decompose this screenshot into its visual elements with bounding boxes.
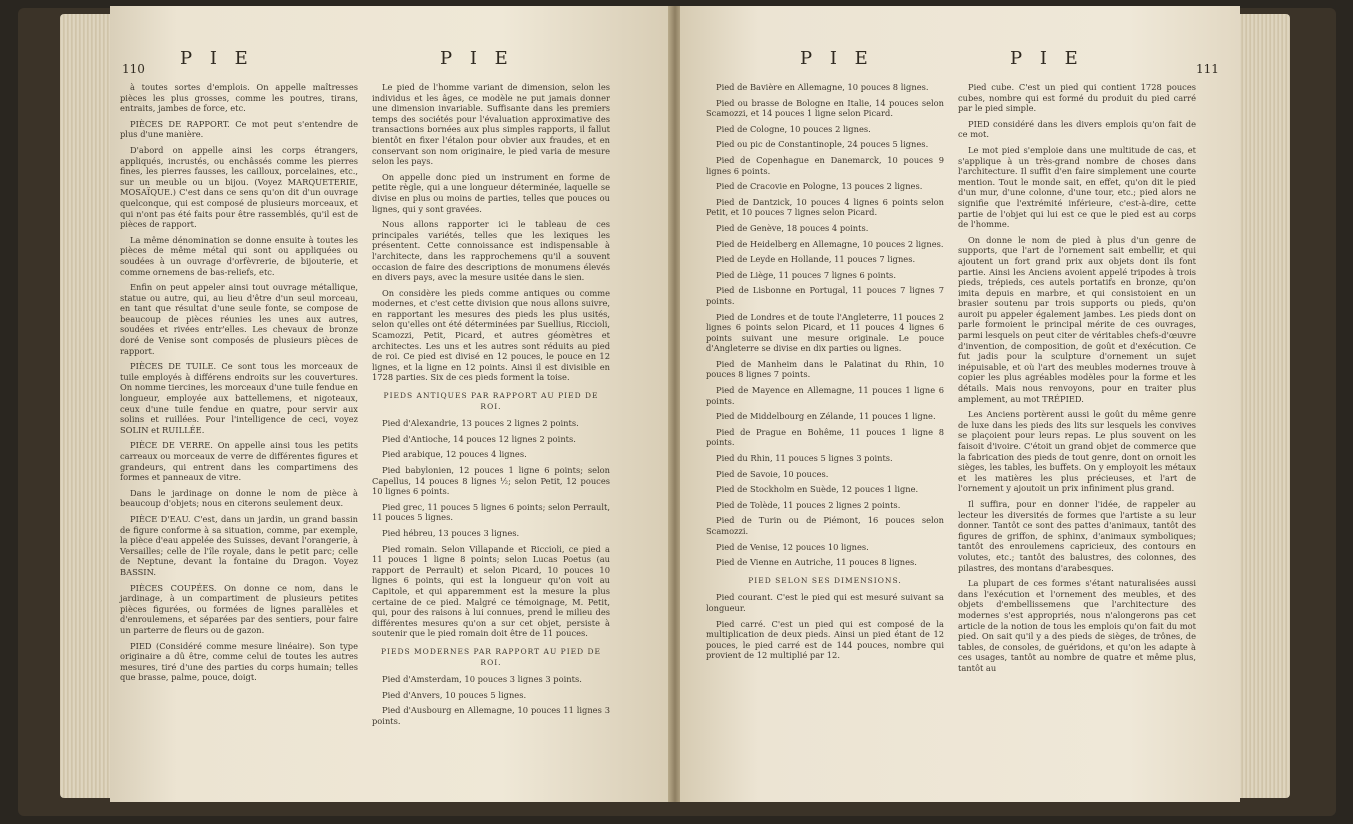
paragraph: Pied de Mayence en Allemagne, 11 pouces 1 ligne 6 points. bbox=[706, 385, 944, 406]
paragraph: Pied d'Anvers, 10 pouces 5 lignes. bbox=[382, 689, 527, 700]
paragraph: Pied de Vienne en Autriche, 11 pouces 8 lignes. bbox=[716, 557, 917, 568]
paragraph: PIEDS MODERNES PAR RAPPORT AU PIED DE ROI. bbox=[380, 646, 602, 667]
right-page bbox=[680, 6, 1240, 802]
running-head: P I E bbox=[1010, 48, 1084, 69]
paragraph: Pied de Cologne, 10 pouces 2 lignes. bbox=[716, 123, 871, 134]
paragraph: Enfin on peut appeler ainsi tout ouvrage métallique, statue ou autre, qui, au lieu d'être d'un seul morceau, en tant que résultat d'une seule fonte, se compose de beaucoup de pièces réunies les unes aux autres, soudées et rivées entr'elles. Les chevaux de bronze doré de Venise sont composés de plusieurs pièces de rapport. bbox=[120, 282, 358, 356]
paragraph: Pied de Liège, 11 pouces 7 lignes 6 points. bbox=[716, 269, 896, 280]
paragraph: Pied de Dantzick, 10 pouces 4 lignes 6 points selon Petit, et 10 pouces 7 lignes selon Picard. bbox=[706, 196, 944, 218]
paragraph: PIÈCES DE TUILE. Ce sont tous les morceaux de tuile employés à différens endroits sur les couvertures. On nomme tiercines, les morceaux d'une tuile fendue en longueur, employée aux battellemens, et nigoteaux, ceux d'une tuile fendue en quatre, pour servir aux solins et ruillées. Pour l'intelligence de ceci, voyez SOLIN et RUILLÉE. bbox=[120, 361, 358, 435]
paragraph: On considère les pieds comme antiques ou comme modernes, et c'est cette division que nous allons suivre, en rapportant les mesures des pieds les plus usités, selon qu'elles ont été déterminées par Suellius, Riccioli, Scamozzi, Petit, Picard, et autres géomètres et architectes. Les uns et les autres sont réduits au pied de roi. Ce pied est divisé en 12 pouces, le pouce en 12 lignes, et la ligne en 12 points. Ainsi il est divisible en 1728 parties. Six de ces pieds forment la toise. bbox=[372, 287, 610, 383]
paragraph: La même dénomination se donne ensuite à toutes les pièces de même métal qui sont ou appliquées ou soudées à un ouvrage d'orfèvrerie, de bijouterie, et comme ornemens de bas-reliefs, etc. bbox=[120, 234, 358, 277]
paragraph: On donne le nom de pied à plus d'un genre de supports, que l'art de l'ornement sait embellir, et qui ajoutent un fort grand prix aux objets dont ils font partie. Ainsi les Anciens avoient appelé tripodes à trois pieds, trépieds, ces autels portatifs en bronze, qu'on imita depuis en marbre, et qui consistoient en un brasier soutenu par trois supports ou pieds, qu'on auroit pu appeler également jambes. Les pieds dont on parle formoient le principal mérite de ces ouvrages, parmi lesquels on peut citer de véritables chefs-d'œuvre d'invention, de composition, de goût et d'exécution. Ce fut jadis pour la sculpture d'ornement un sujet inépuisable, et où l'art des meubles modernes trouve à copier les plus agréables modèles pour la forme et les détails. Mais nous renvoyons, pour en traiter plus amplement, au mot TRÉPIED. bbox=[958, 234, 1196, 404]
left-page bbox=[110, 6, 670, 802]
paragraph: Pied de Bavière en Allemagne, 10 pouces 8 lignes. bbox=[716, 82, 929, 92]
paragraph: PIÈCES DE RAPPORT. Ce mot peut s'entendre de plus d'une manière. bbox=[120, 118, 358, 140]
paragraph: Pied d'Antioche, 14 pouces 12 lignes 2 points. bbox=[382, 433, 576, 444]
paragraph: La plupart de ces formes s'étant naturalisées aussi dans l'exécution et l'ornement des meubles, et des objets d'embellissemens que l'architecture des modernes s'est appropriés, nous n'alongerons pas cet article de la notion de tous les emplois qu'on fait du mot pied. On sait qu'il y a des pieds de sièges, de trônes, de tables, de consoles, de guéridons, et qu'on les adapte à ces usages, tantôt au nombre de quatre et même plus, tantôt au bbox=[958, 578, 1196, 673]
paragraph: Les Anciens portèrent aussi le goût du même genre de luxe dans les pieds des lits sur lesquels les convives se plaçoient pour leurs repas. Le plus souvent on les faisoit d'ivoire. C'étoit un grand objet de commerce que la fabrication des pieds de tout genre, dont on ornoit les sièges, les tables, les buffets. On y employoit les métaux et les matières les plus précieuses, et l'art de l'ornement y ajoutoit un prix infiniment plus grand. bbox=[958, 409, 1196, 494]
paragraph: Pied ou brasse de Bologne en Italie, 14 pouces selon Scamozzi, et 14 pouces 1 ligne selon Picard. bbox=[706, 97, 944, 119]
paragraph: Pied de Manheim dans le Palatinat du Rhin, 10 pouces 8 lignes 7 points. bbox=[706, 358, 944, 380]
paragraph: Pied de Tolède, 11 pouces 2 lignes 2 points. bbox=[716, 499, 901, 510]
paragraph: Pied babylonien, 12 pouces 1 ligne 6 points; selon Capellus, 14 pouces 8 lignes ½; selon Petit, 12 pouces 10 lignes 6 points. bbox=[372, 465, 610, 497]
running-head: P I E bbox=[800, 48, 874, 69]
paragraph: PIED (Considéré comme mesure linéaire). Son type originaire a dû être, comme celui de toutes les autres mesures, tiré d'une des parties du corps humain; telles que brasse, palme, pouce, doigt. bbox=[120, 640, 358, 683]
paragraph: Le mot pied s'emploie dans une multitude de cas, et s'applique à un très-grand nombre de choses dans l'architecture. Il suffit d'en faire simplement une courte mention. Tout le monde sait, en effet, qu'on dit le pied d'un mur, d'une colonne, d'une tour, etc.; pied alors ne signifie que l'extrémité inférieure, c'est-à-dire, cette partie de l'objet qui lui est ce que le pied est au corps de l'homme. bbox=[958, 144, 1196, 230]
paragraph: Pied de Londres et de toute l'Angleterre, 11 pouces 2 lignes 6 points selon Picard, et 11 pouces 4 lignes 6 points suivant une mesure originale. Le pouce d'Angleterre se divise en dix parties ou lignes. bbox=[706, 311, 944, 354]
paragraph: Pied de Turin ou de Piémont, 16 pouces selon Scamozzi. bbox=[706, 515, 944, 536]
paragraph: On appelle donc pied un instrument en forme de petite règle, qui a une longueur déterminée, laquelle se divise en plus ou moins de parties, telles que pouces ou lignes, qui y sont gravées. bbox=[372, 171, 610, 214]
paragraph: Le pied de l'homme variant de dimension, selon les individus et les âges, ce modèle ne put jamais donner une dimension invariable. Suffisante dans les premiers temps des sociétés pour l'évaluation approximative des transactions bornées aux plus simples rapports, il fallut bientôt en fixer l'étalon pour obvier aux fraudes, et en conservant son nom originaire, le pied varia de mesure selon les pays. bbox=[372, 82, 610, 167]
paragraph: Pied de Genève, 18 pouces 4 points. bbox=[716, 222, 869, 233]
paragraph: Pied carré. C'est un pied qui est composé de la multiplication de deux pieds. Ainsi un pied étant de 12 pouces, le pied carré est de 144 pouces, nombre qui provient de 12 multiplié par 12. bbox=[706, 618, 944, 661]
paragraph: Pied de Leyde en Hollande, 11 pouces 7 lignes. bbox=[716, 254, 916, 265]
page-edges-right bbox=[1238, 14, 1290, 798]
paragraph: Pied de Venise, 12 pouces 10 lignes. bbox=[716, 541, 869, 552]
left-column-2 bbox=[372, 82, 610, 731]
left-column-1 bbox=[120, 82, 358, 688]
paragraph: Pied de Stockholm en Suède, 12 pouces 1 ligne. bbox=[716, 484, 919, 495]
paragraph: Pied courant. C'est le pied qui est mesuré suivant sa longueur. bbox=[706, 592, 944, 613]
paragraph: Pied arabique, 12 pouces 4 lignes. bbox=[382, 449, 527, 460]
paragraph: PIED SELON SES DIMENSIONS. bbox=[748, 575, 902, 585]
paragraph: PIED considéré dans les divers emplois qu'on fait de ce mot. bbox=[958, 118, 1196, 140]
paragraph: Pied de Heidelberg en Allemagne, 10 pouces 2 lignes. bbox=[716, 238, 944, 249]
paragraph: Pied du Rhin, 11 pouces 5 lignes 3 points. bbox=[716, 453, 893, 464]
paragraph: PIÈCE D'EAU. C'est, dans un jardin, un grand bassin de figure conforme à sa situation, comme, par exemple, la pièce d'eau appelée des Suisses, devant l'orangerie, à Versailles; celle de l'île royale, dans le petit parc; celle de Neptune, devant la fontaine du Dragon. Voyez BASSIN. bbox=[120, 513, 358, 577]
running-head: P I E bbox=[180, 48, 254, 69]
paragraph: Pied de Savoie, 10 pouces. bbox=[716, 468, 829, 479]
running-head: P I E bbox=[440, 48, 514, 69]
paragraph: Pied de Copenhague en Danemarck, 10 pouces 9 lignes 6 points. bbox=[706, 154, 944, 176]
paragraph: Pied hébreu, 13 pouces 3 lignes. bbox=[382, 527, 520, 538]
paragraph: Pied romain. Selon Villapande et Riccioli, ce pied a 11 pouces 1 ligne 8 points; selon Lucas Poetus (au rapport de Perrault) et selon Picard, 10 pouces 10 lignes 6 points, qui est la longueur qu'on voit au Capitole, et qui apparemment est la mesure la plus certaine de ce pied. Malgré ce témoignage, M. Petit, qui, pour des raisons à lui connues, prend le milieu des différentes mesures qu'on a sur cet objet, persiste à soutenir que le pied romain doit être de 11 pouces. bbox=[372, 543, 610, 639]
paragraph: Pied d'Amsterdam, 10 pouces 3 lignes 3 points. bbox=[382, 674, 582, 685]
paragraph: Pied grec, 11 pouces 5 lignes 6 points; selon Perrault, 11 pouces 5 lignes. bbox=[372, 501, 610, 523]
right-column-2 bbox=[958, 82, 1196, 678]
paragraph: Il suffira, pour en donner l'idée, de rappeler au lecteur les diversités de formes que l'artiste a su leur donner. Tantôt ce sont des pattes d'animaux, tantôt des figures de griffon, de sphinx, d'animaux symboliques; tantôt des enroulemens capricieux, des contours en volutes, etc.; tantôt des balustres, des colonnes, des pilastres, des montans d'arabesques. bbox=[958, 498, 1196, 573]
paragraph: Nous allons rapporter ici le tableau de ces principales variétés, telles que les lexiques les présentent. Cette connoissance est indispensable à l'architecte, dans les rapprochemens qu'il a souvent occasion de faire des descriptions de monumens élevés en divers pays, avec la mesure usitée dans le sien. bbox=[372, 219, 610, 283]
paragraph: à toutes sortes d'emplois. On appelle maîtresses pièces les plus grosses, comme les poutres, tirans, entraits, jambes de force, etc. bbox=[120, 82, 358, 114]
paragraph: Pied de Cracovie en Pologne, 13 pouces 2 lignes. bbox=[716, 181, 923, 192]
paragraph: Pied de Prague en Bohême, 11 pouces 1 ligne 8 points. bbox=[706, 426, 944, 448]
paragraph: Pied ou pic de Constantinople, 24 pouces 5 lignes. bbox=[716, 139, 929, 150]
right-column-1 bbox=[706, 82, 944, 666]
paragraph: Dans le jardinage on donne le nom de pièce à beaucoup d'objets; nous en citerons seulement deux. bbox=[120, 487, 358, 509]
paragraph: Pied de Lisbonne en Portugal, 11 pouces 7 lignes 7 points. bbox=[706, 285, 944, 306]
page-number: 110 bbox=[122, 62, 145, 76]
paragraph: Pied cube. C'est un pied qui contient 1728 pouces cubes, nombre qui est formé du produit du pied carré par le pied simple. bbox=[958, 82, 1196, 114]
paragraph: Pied d'Alexandrie, 13 pouces 2 lignes 2 points. bbox=[382, 418, 579, 429]
paragraph: Pied de Middelbourg en Zélande, 11 pouces 1 ligne. bbox=[716, 411, 936, 422]
paragraph: D'abord on appelle ainsi les corps étrangers, appliqués, incrustés, ou enchâssés comme les pierres fines, les pierres fausses, les cailloux, porcelaines, etc., sur un meuble ou un bijou. (Voyez MARQUETERIE, MOSAÏQUE.) C'est dans ce sens qu'on dit d'un ouvrage quelconque, qui est composé de plusieurs morceaux, et qui n'ont pas été faits pour être rassemblés, qu'il est de pièces de rapport. bbox=[120, 144, 358, 230]
paragraph: PIEDS ANTIQUES PAR RAPPORT AU PIED DE ROI. bbox=[383, 391, 599, 411]
paragraph: PIÈCE DE VERRE. On appelle ainsi tous les petits carreaux ou morceaux de verre de différentes figures et grandeurs, qui entrent dans les compartimens des formes et panneaux de vitre. bbox=[120, 440, 358, 483]
page-number: 111 bbox=[1196, 62, 1219, 76]
page-edges-left bbox=[60, 14, 112, 798]
paragraph: PIÈCES COUPÉES. On donne ce nom, dans le jardinage, à un compartiment de plusieurs petites pièces figurées, ou formées de lignes parallèles et d'enroulemens, et séparées par des sentiers, pour faire un parterre de fleurs ou de gazon. bbox=[120, 582, 358, 635]
paragraph: Pied d'Ausbourg en Allemagne, 10 pouces 11 lignes 3 points. bbox=[372, 705, 610, 726]
